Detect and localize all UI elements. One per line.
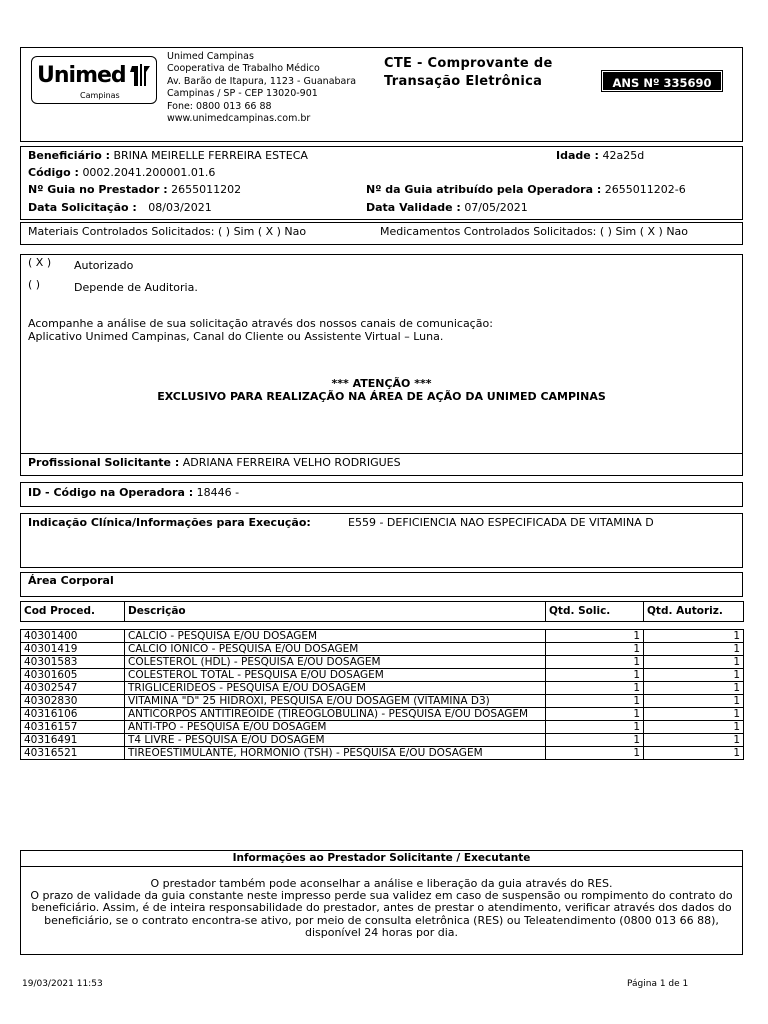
qty-requested: 1 bbox=[546, 708, 644, 721]
address-line: Cooperativa de Trabalho Médico bbox=[167, 63, 320, 75]
audit-label: Depende de Auditoria. bbox=[74, 281, 198, 294]
table-spacer bbox=[21, 622, 744, 630]
follow-up-line: Acompanhe a análise de sua solicitação através dos nossos canais de comunicação: bbox=[28, 317, 493, 330]
procedure-code: 40316157 bbox=[21, 721, 125, 734]
column-header: Qtd. Solic. bbox=[546, 602, 644, 622]
field-value: BRINA MEIRELLE FERREIRA ESTECA bbox=[113, 149, 308, 162]
provider-info-title: Informações ao Prestador Solicitante / Executante bbox=[232, 852, 531, 864]
field-value: ADRIANA FERREIRA VELHO RODRIGUES bbox=[182, 456, 401, 469]
table-row bbox=[21, 708, 744, 721]
address-line: Campinas / SP - CEP 13020-901 bbox=[167, 88, 318, 100]
field-value: 2655011202-6 bbox=[604, 183, 686, 196]
table-row bbox=[21, 630, 744, 643]
field-value: 18446 - bbox=[196, 486, 240, 499]
field-label: Profissional Solicitante : bbox=[28, 456, 180, 469]
title-line: CTE - Comprovante de bbox=[384, 56, 553, 71]
procedure-code: 40302830 bbox=[21, 695, 125, 708]
qty-requested: 1 bbox=[546, 747, 644, 760]
body-area-label: Área Corporal bbox=[28, 574, 114, 587]
procedures-body bbox=[21, 630, 744, 760]
authorized-checkbox-mark: ( X ) bbox=[28, 256, 52, 269]
logo-subtitle: Campinas bbox=[80, 91, 120, 100]
qty-requested: 1 bbox=[546, 734, 644, 747]
field-value: 08/03/2021 bbox=[148, 201, 212, 214]
table-row bbox=[21, 682, 744, 695]
beneficiary-code bbox=[28, 166, 215, 179]
procedure-description: T4 LIVRE - PESQUISA E/OU DOSAGEM bbox=[125, 734, 546, 747]
field-label: Idade : bbox=[556, 149, 599, 162]
field-label: Nº Guia no Prestador : bbox=[28, 183, 168, 196]
document-header bbox=[20, 47, 743, 142]
address-line: Fone: 0800 013 66 88 bbox=[167, 100, 272, 112]
procedure-description: TIREOESTIMULANTE, HORMONIO (TSH) - PESQUISA E/OU DOSAGEM bbox=[125, 747, 546, 760]
address-line: Unimed Campinas bbox=[167, 51, 254, 62]
document-title bbox=[384, 55, 553, 91]
professional-row bbox=[28, 456, 401, 469]
procedure-code: 40301400 bbox=[21, 630, 125, 643]
operator-id-section bbox=[20, 482, 743, 507]
controlled-items-section bbox=[20, 222, 743, 245]
qty-requested: 1 bbox=[546, 656, 644, 669]
guide-operator bbox=[366, 183, 686, 196]
requesting-professional bbox=[20, 453, 743, 476]
field-value: 0002.2041.200001.01.6 bbox=[82, 166, 216, 179]
operator-id-row bbox=[28, 486, 239, 499]
column-header: Descrição bbox=[125, 602, 546, 622]
follow-up-line: Aplicativo Unimed Campinas, Canal do Cliente ou Assistente Virtual – Luna. bbox=[28, 330, 444, 343]
qty-authorized: 1 bbox=[644, 721, 744, 734]
procedure-description: ANTICORPOS ANTITIREOIDE (TIREOGLOBULINA) - PESQUISA E/OU DOSAGEM bbox=[125, 708, 546, 721]
field-label: Data Solicitação : bbox=[28, 201, 137, 214]
table-row bbox=[21, 643, 744, 656]
authorized-label: Autorizado bbox=[74, 259, 134, 272]
field-value: 42a25d bbox=[602, 149, 645, 162]
qty-requested: 1 bbox=[546, 721, 644, 734]
clinical-indication-section bbox=[20, 513, 743, 568]
qty-requested: 1 bbox=[546, 643, 644, 656]
page-number: Página 1 de 1 bbox=[627, 979, 689, 989]
provider-info-section bbox=[20, 850, 743, 955]
field-value: 07/05/2021 bbox=[464, 201, 528, 214]
unimed-logo bbox=[31, 56, 157, 104]
procedure-description: COLESTEROL (HDL) - PESQUISA E/OU DOSAGEM bbox=[125, 656, 546, 669]
exclusive-area-notice: EXCLUSIVO PARA REALIZAÇÃO NA ÁREA DE AÇÃO DA UNIMED CAMPINAS bbox=[157, 390, 606, 403]
provider-info-text bbox=[27, 878, 736, 939]
unimed-tree-icon bbox=[128, 62, 152, 88]
qty-authorized: 1 bbox=[644, 747, 744, 760]
field-label: Beneficiário : bbox=[28, 149, 110, 162]
qty-requested: 1 bbox=[546, 682, 644, 695]
ans-badge: ANS Nº 335690 bbox=[603, 72, 721, 90]
column-header: Qtd. Autoriz. bbox=[644, 602, 744, 622]
qty-authorized: 1 bbox=[644, 682, 744, 695]
table-row bbox=[21, 721, 744, 734]
company-address bbox=[167, 51, 356, 125]
field-label: Código : bbox=[28, 166, 79, 179]
qty-authorized: 1 bbox=[644, 656, 744, 669]
guide-provider bbox=[28, 183, 241, 196]
procedure-code: 40316491 bbox=[21, 734, 125, 747]
table-row bbox=[21, 669, 744, 682]
field-value: 2655011202 bbox=[171, 183, 242, 196]
qty-requested: 1 bbox=[546, 630, 644, 643]
audit-checkbox-mark: ( ) bbox=[28, 278, 41, 291]
clinical-indication-label bbox=[28, 516, 311, 529]
qty-requested: 1 bbox=[546, 695, 644, 708]
field-label: Nº da Guia atribuído pela Operadora : bbox=[366, 183, 602, 196]
beneficiary-section bbox=[20, 146, 743, 220]
procedure-code: 40316521 bbox=[21, 747, 125, 760]
authorization-section bbox=[20, 254, 743, 454]
table-row bbox=[21, 695, 744, 708]
field-label: ID - Código na Operadora : bbox=[28, 486, 194, 499]
procedure-code: 40301583 bbox=[21, 656, 125, 669]
info-paragraph: O prestador também pode aconselhar a análise e liberação da guia através do RES. bbox=[150, 877, 613, 890]
attention-heading: *** ATENÇÃO *** bbox=[331, 377, 432, 390]
qty-authorized: 1 bbox=[644, 630, 744, 643]
controlled-materials: Materiais Controlados Solicitados: ( ) Sim ( X ) Nao bbox=[28, 225, 307, 238]
procedures-table bbox=[20, 601, 744, 760]
validity-date bbox=[366, 201, 528, 214]
title-line: Transação Eletrônica bbox=[384, 74, 543, 89]
logo-text: Unimed bbox=[37, 63, 126, 88]
procedure-code: 40301605 bbox=[21, 669, 125, 682]
beneficiary-name bbox=[28, 149, 308, 162]
table-row bbox=[21, 747, 744, 760]
body-area-section bbox=[20, 572, 743, 597]
procedure-description: COLESTEROL TOTAL - PESQUISA E/OU DOSAGEM bbox=[125, 669, 546, 682]
procedure-code: 40316106 bbox=[21, 708, 125, 721]
field-label: Data Validade : bbox=[366, 201, 461, 214]
info-paragraph: O prazo de validade da guia constante neste impresso perde sua validez em caso de suspensão ou rompimento do contrato do beneficiário. Assim, é de inteira responsabilidade do prestador, antes de prestar o atendimento, verificar através dos dados do beneficiário, se o contrato encontra-se ativo, por meio de consulta eletrônica (RES) ou Teleatendimento (0800 013 66 88), disponível 24 horas por dia. bbox=[30, 889, 733, 939]
table-row bbox=[21, 734, 744, 747]
table-header-row bbox=[21, 602, 744, 622]
address-line: Av. Barão de Itapura, 1123 - Guanabara bbox=[167, 75, 357, 87]
procedure-description: CALCIO IONICO - PESQUISA E/OU DOSAGEM bbox=[125, 643, 546, 656]
divider bbox=[21, 866, 742, 867]
procedure-description: CALCIO - PESQUISA E/OU DOSAGEM bbox=[125, 630, 546, 643]
table-row bbox=[21, 656, 744, 669]
column-header: Cod Proced. bbox=[21, 602, 125, 622]
print-datetime: 19/03/2021 11:53 bbox=[22, 979, 103, 989]
beneficiary-age bbox=[556, 149, 644, 162]
clinical-indication-value: E559 - DEFICIENCIA NAO ESPECIFICADA DE VITAMINA D bbox=[348, 516, 654, 529]
qty-authorized: 1 bbox=[644, 708, 744, 721]
qty-requested: 1 bbox=[546, 669, 644, 682]
field-label: Indicação Clínica/Informações para Execução: bbox=[28, 516, 311, 529]
qty-authorized: 1 bbox=[644, 695, 744, 708]
procedure-code: 40301419 bbox=[21, 643, 125, 656]
request-date bbox=[28, 201, 212, 214]
address-line: www.unimedcampinas.com.br bbox=[167, 113, 311, 125]
procedure-description: TRIGLICERIDEOS - PESQUISA E/OU DOSAGEM bbox=[125, 682, 546, 695]
procedure-description: ANTI-TPO - PESQUISA E/OU DOSAGEM bbox=[125, 721, 546, 734]
qty-authorized: 1 bbox=[644, 643, 744, 656]
qty-authorized: 1 bbox=[644, 669, 744, 682]
procedure-description: VITAMINA "D" 25 HIDROXI, PESQUISA E/OU DOSAGEM (VITAMINA D3) bbox=[125, 695, 546, 708]
procedure-code: 40302547 bbox=[21, 682, 125, 695]
qty-authorized: 1 bbox=[644, 734, 744, 747]
controlled-medicines: Medicamentos Controlados Solicitados: ( ) Sim ( X ) Nao bbox=[380, 225, 689, 238]
